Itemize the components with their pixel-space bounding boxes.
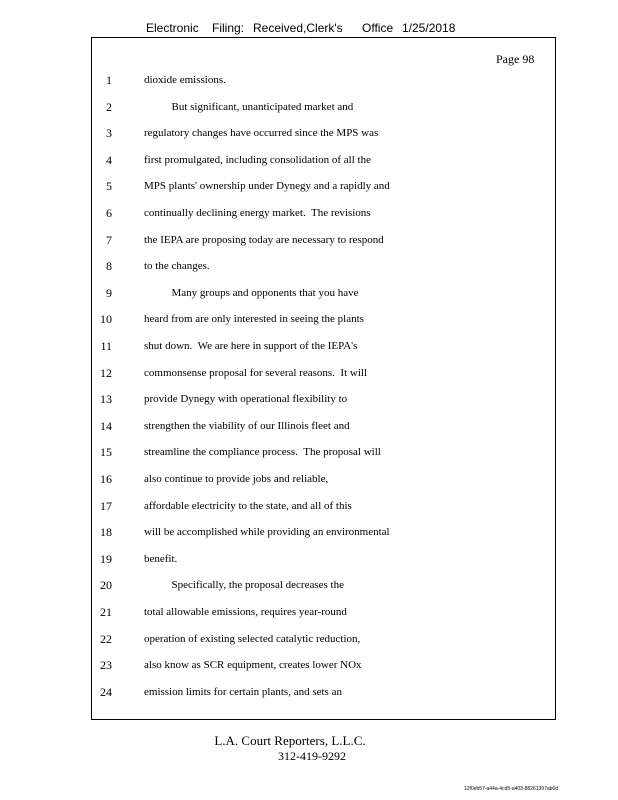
line-text: benefit. — [144, 552, 178, 565]
transcript-line — [0, 419, 618, 433]
transcript-line — [0, 286, 618, 300]
line-number: 23 — [100, 658, 112, 673]
line-number: 11 — [100, 339, 112, 353]
transcript-line — [0, 179, 618, 193]
line-number: 12 — [100, 365, 112, 380]
line-text: the IEPA are proposing today are necessary to respond — [144, 233, 384, 246]
line-number: 21 — [100, 605, 112, 619]
transcript-line — [0, 392, 618, 406]
transcript-line — [0, 233, 618, 247]
line-number: 7 — [106, 232, 112, 247]
transcript-line — [0, 499, 618, 513]
transcript-line — [0, 153, 618, 167]
transcript-line — [0, 578, 618, 592]
line-number: 4 — [106, 152, 112, 167]
line-text: will be accomplished while providing an environmental — [144, 526, 390, 539]
line-text: continually declining energy market. The revisions — [144, 207, 371, 219]
filing-label: Filing: — [212, 21, 245, 35]
line-number: 14 — [100, 418, 112, 433]
line-number: 5 — [106, 179, 112, 194]
transcript-line — [0, 126, 618, 140]
line-number: 13 — [100, 392, 112, 407]
line-number: 24 — [100, 684, 112, 699]
line-text: heard from are only interested in seeing the plants — [144, 313, 364, 326]
transcript-line — [0, 366, 618, 380]
line-text: total allowable emissions, requires year-round — [144, 606, 347, 618]
transcript-line — [0, 552, 618, 566]
filing-date: 1/25/2018 — [402, 21, 456, 35]
transcript-line — [0, 206, 618, 220]
line-number: 3 — [106, 126, 112, 141]
transcript-line — [0, 73, 618, 87]
transcript-line — [0, 472, 618, 486]
line-text: Specifically, the proposal decreases the — [144, 579, 344, 592]
line-number: 16 — [100, 472, 112, 486]
line-number: 22 — [100, 631, 112, 646]
line-number: 1 — [106, 73, 112, 87]
transcript-line — [0, 259, 618, 273]
transcript-line — [0, 445, 618, 459]
footer-phone: 312-419-9292 — [278, 749, 346, 763]
filing-received: Received,Clerk's — [253, 21, 343, 35]
document-id: 12f0eb57-a44a-4cd5-a403-88261397ab6d — [464, 786, 558, 792]
transcript-line — [0, 525, 618, 539]
transcript-line — [0, 658, 618, 672]
line-number: 6 — [106, 206, 112, 220]
line-number: 9 — [106, 285, 112, 300]
line-text: But significant, unanticipated market and — [144, 100, 354, 113]
transcript-line — [0, 100, 618, 114]
line-text: provide Dynegy with operational flexibility to — [144, 393, 348, 406]
line-number: 20 — [100, 578, 112, 593]
transcript-line — [0, 685, 618, 699]
line-text: Many groups and opponents that you have — [144, 286, 359, 299]
line-number: 2 — [106, 99, 112, 114]
transcript-line — [0, 339, 618, 353]
line-text: shut down. We are here in support of the IEPA's — [144, 340, 358, 352]
line-number: 19 — [100, 551, 112, 566]
line-text: also continue to provide jobs and reliable, — [144, 473, 329, 485]
line-text: strengthen the viability of our Illinois fleet and — [144, 419, 350, 432]
line-text: also know as SCR equipment, creates lower NOx — [144, 659, 362, 672]
line-number: 10 — [100, 312, 112, 327]
line-text: commonsense proposal for several reasons. It will — [144, 366, 367, 379]
line-number: 18 — [100, 525, 112, 540]
line-text: affordable electricity to the state, and all of this — [144, 499, 352, 512]
line-text: emission limits for certain plants, and sets an — [144, 685, 342, 698]
line-text: to the changes. — [144, 260, 210, 273]
transcript-line — [0, 632, 618, 646]
line-text: operation of existing selected catalytic reduction, — [144, 632, 361, 645]
filing-office: Office — [362, 21, 394, 35]
line-text: first promulgated, including consolidation of all the — [144, 153, 371, 166]
filing-electronic: Electronic — [146, 21, 199, 35]
line-text: regulatory changes have occurred since the MPS was — [144, 127, 379, 140]
line-text: MPS plants' ownership under Dynegy and a rapidly and — [144, 180, 390, 193]
line-number: 8 — [106, 259, 112, 274]
line-text: dioxide emissions. — [144, 74, 226, 86]
page-number: Page 98 — [496, 52, 535, 66]
line-number: 17 — [100, 498, 112, 513]
line-text: streamline the compliance process. The proposal will — [144, 446, 381, 459]
line-number: 15 — [100, 445, 112, 460]
transcript-line — [0, 605, 618, 619]
transcript-line — [0, 312, 618, 326]
footer-reporter-name: L.A. Court Reporters, L.L.C. — [214, 733, 366, 748]
